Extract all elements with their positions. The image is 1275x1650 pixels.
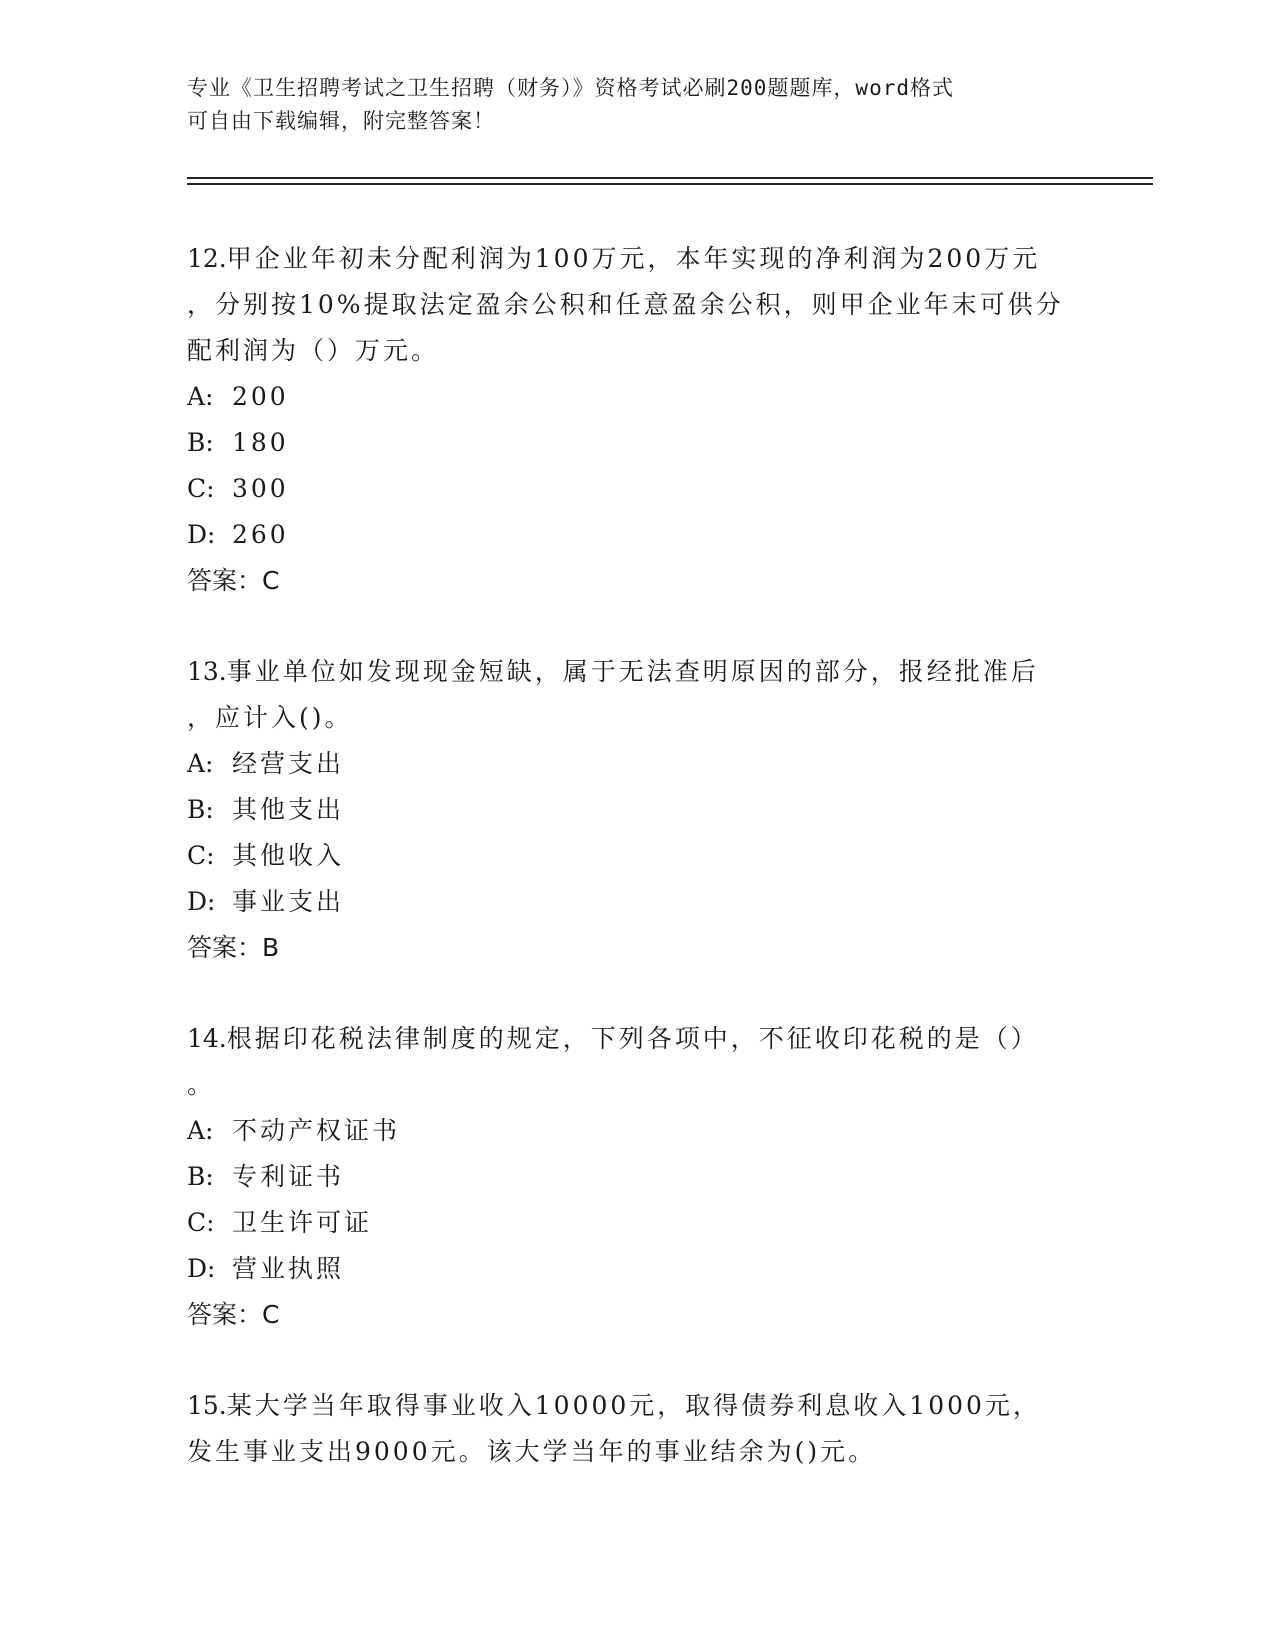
option-key: B: [187, 795, 214, 824]
question-stem-line: ，应计入()。 [187, 703, 353, 732]
question-stem-line [187, 236, 1087, 282]
question-text: 事业单位如发现现金短缺，属于无法查明原因的部分，报经批准后 [226, 657, 1039, 686]
question-stem-line [187, 1383, 1087, 1429]
document-header [187, 72, 1067, 138]
option-a [187, 741, 1087, 787]
question-14 [187, 1016, 1087, 1338]
option-text: 经营支出 [232, 749, 345, 778]
option-b [187, 1154, 1087, 1200]
option-a [187, 374, 1087, 420]
question-stem-line: 发生事业支出9000元。该大学当年的事业结余为()元。 [187, 1437, 877, 1466]
question-stem-line: ，分别按10%提取法定盈余公积和任意盈余公积，则甲企业年末可供分 [187, 290, 1064, 319]
question-number: 12. [187, 244, 227, 273]
question-15 [187, 1383, 1087, 1475]
option-key: C: [187, 474, 215, 503]
option-text: 200 [232, 382, 289, 411]
option-key: D: [187, 520, 216, 549]
option-text: 卫生许可证 [232, 1208, 373, 1237]
option-c [187, 466, 1087, 512]
question-list [187, 236, 1087, 1520]
answer-line: 答案：B [187, 933, 280, 962]
option-key: C: [187, 841, 215, 870]
option-c [187, 833, 1087, 879]
question-13 [187, 649, 1087, 971]
question-stem-line: 。 [187, 1070, 216, 1099]
option-text: 其他收入 [232, 841, 345, 870]
option-text: 260 [232, 520, 289, 549]
option-c [187, 1200, 1087, 1246]
option-key: C: [187, 1208, 215, 1237]
question-text: 根据印花税法律制度的规定，下列各项中，不征收印花税的是（） [226, 1024, 1039, 1053]
option-text: 营业执照 [232, 1254, 345, 1283]
option-d [187, 512, 1087, 558]
question-stem-line [187, 649, 1087, 695]
option-b [187, 420, 1087, 466]
option-text: 不动产权证书 [232, 1116, 401, 1145]
option-key: A: [187, 382, 214, 411]
question-number: 14. [187, 1024, 227, 1053]
header-line-2: 可自由下载编辑，附完整答案！ [187, 109, 495, 133]
option-key: D: [187, 1254, 216, 1283]
option-key: B: [187, 428, 214, 457]
question-text: 甲企业年初未分配利润为100万元，本年实现的净利润为200万元 [226, 244, 1041, 273]
question-number: 15. [187, 1391, 227, 1420]
header-line-1: 专业《卫生招聘考试之卫生招聘（财务）》资格考试必刷200题题库，word格式 [187, 76, 954, 100]
option-text: 300 [232, 474, 289, 503]
option-key: B: [187, 1162, 214, 1191]
option-d [187, 1246, 1087, 1292]
option-a [187, 1108, 1087, 1154]
header-divider-top [187, 177, 1153, 179]
option-d [187, 879, 1087, 925]
question-stem-line [187, 1016, 1087, 1062]
option-key: A: [187, 1116, 214, 1145]
option-text: 180 [232, 428, 289, 457]
option-b [187, 787, 1087, 833]
question-stem-line: 配利润为（）万元。 [187, 336, 440, 365]
question-12 [187, 236, 1087, 604]
option-key: A: [187, 749, 214, 778]
answer-line: 答案：C [187, 566, 280, 595]
option-text: 其他支出 [232, 795, 345, 824]
option-key: D: [187, 887, 216, 916]
question-text: 某大学当年取得事业收入10000元，取得债券利息收入1000元， [226, 1391, 1041, 1420]
question-number: 13. [187, 657, 227, 686]
answer-line: 答案：C [187, 1300, 280, 1329]
option-text: 事业支出 [232, 887, 345, 916]
option-text: 专利证书 [232, 1162, 345, 1191]
header-divider-bottom [187, 183, 1153, 185]
